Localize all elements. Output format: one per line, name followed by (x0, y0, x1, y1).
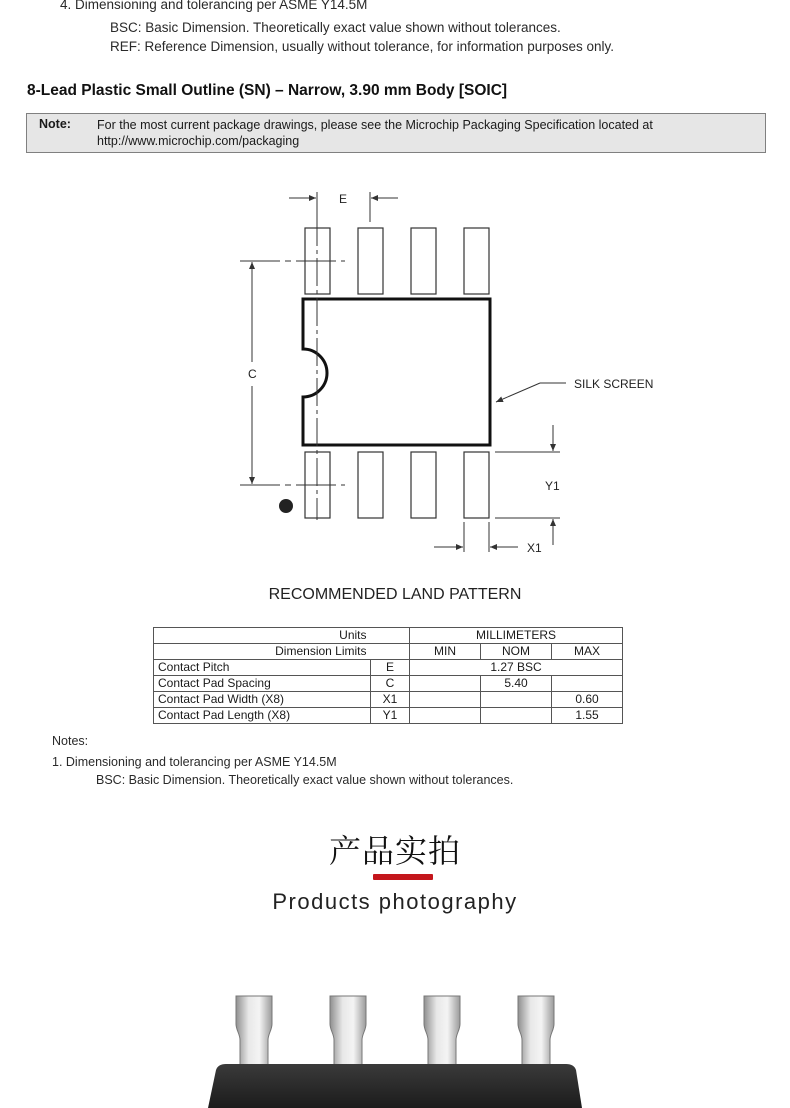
label-x1: X1 (527, 541, 542, 555)
row-nom: 1.27 BSC (481, 660, 552, 676)
row-min (410, 692, 481, 708)
col-nom: NOM (481, 644, 552, 660)
row-min (410, 660, 481, 676)
row-symbol: Y1 (371, 708, 410, 724)
row-name: Contact Pitch (154, 660, 371, 676)
row-max: 0.60 (552, 692, 623, 708)
notes-heading: Notes: (52, 734, 89, 748)
table-row (154, 676, 623, 692)
bottom-pad-3 (411, 452, 436, 518)
chip-photo (0, 990, 790, 1108)
note-link[interactable]: http://www.microchip.com/packaging (97, 134, 300, 148)
top-note-item-4: 4. Dimensioning and tolerancing per ASME Y14.5M (60, 0, 368, 12)
table-header-row (154, 644, 623, 660)
units-value: MILLIMETERS (410, 628, 623, 644)
row-nom: 5.40 (481, 676, 552, 692)
land-pattern-drawing (0, 180, 790, 565)
row-nom (481, 692, 552, 708)
row-name: Contact Pad Length (X8) (154, 708, 371, 724)
col-max: MAX (552, 644, 623, 660)
table-row (154, 708, 623, 724)
photo-section-cn-title: 产品实拍 (328, 832, 461, 870)
label-c: C (248, 367, 257, 381)
accent-divider (373, 874, 433, 880)
row-min (410, 676, 481, 692)
row-symbol: X1 (371, 692, 410, 708)
bottom-pad-2 (358, 452, 383, 518)
label-e: E (339, 192, 348, 206)
chip-body (208, 1064, 582, 1108)
table-row (154, 660, 623, 676)
note-label: Note: (39, 117, 71, 131)
bottom-note-item-1: 1. Dimensioning and tolerancing per ASME Y14.5M (52, 755, 337, 769)
pin1-dot (279, 499, 293, 513)
row-nom (481, 708, 552, 724)
top-pad-3 (411, 228, 436, 294)
section-title: 8-Lead Plastic Small Outline (SN) – Narrow, 3.90 mm Body [SOIC] (27, 82, 508, 99)
table-header-row (154, 628, 623, 644)
top-note-bsc: BSC: Basic Dimension. Theoretically exact value shown without tolerances. (110, 20, 561, 35)
bottom-note-bsc: BSC: Basic Dimension. Theoretically exact value shown without tolerances. (96, 773, 514, 787)
label-y1: Y1 (545, 479, 560, 493)
land-pattern-title: RECOMMENDED LAND PATTERN (268, 586, 522, 603)
col-min: MIN (410, 644, 481, 660)
top-note-ref: REF: Reference Dimension, usually without tolerance, for information purposes only. (110, 39, 614, 54)
row-max (552, 676, 623, 692)
silk-screen-outline (303, 299, 490, 445)
note-text (97, 117, 653, 149)
row-max (552, 660, 623, 676)
note-box (26, 113, 766, 153)
row-min (410, 708, 481, 724)
bottom-pad-4 (464, 452, 489, 518)
dim-limits-label: Dimension Limits (154, 644, 371, 660)
top-pad-4 (464, 228, 489, 294)
row-symbol: C (371, 676, 410, 692)
table-row (154, 692, 623, 708)
row-symbol: E (371, 660, 410, 676)
units-label: Units (154, 628, 371, 644)
dimensions-table (153, 627, 623, 724)
top-pad-2 (358, 228, 383, 294)
note-line-1: For the most current package drawings, please see the Microchip Packaging Specification located at (97, 118, 653, 132)
label-silk-screen: SILK SCREEN (574, 377, 654, 391)
row-name: Contact Pad Width (X8) (154, 692, 371, 708)
row-max: 1.55 (552, 708, 623, 724)
photo-section-en-title: Products photography (272, 889, 518, 914)
row-name: Contact Pad Spacing (154, 676, 371, 692)
